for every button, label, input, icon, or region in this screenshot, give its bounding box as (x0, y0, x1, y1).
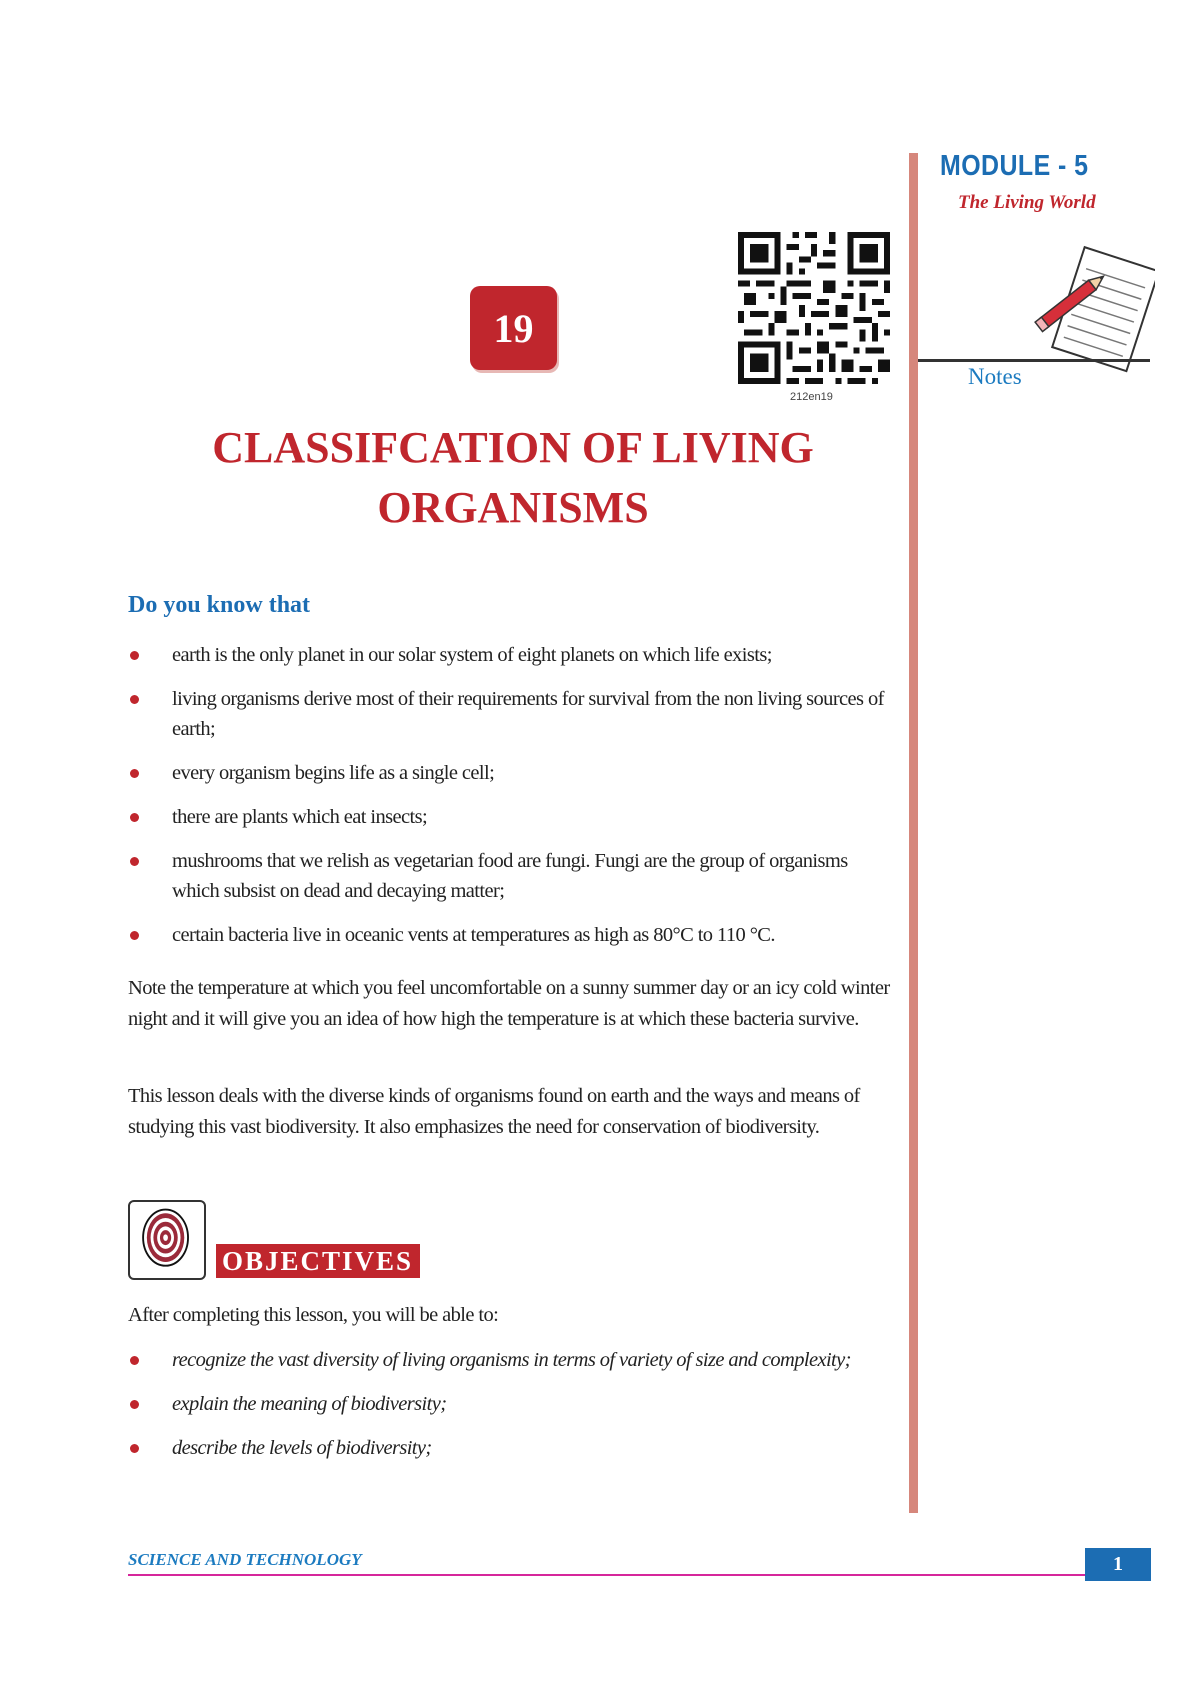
qr-code-text: 212en19 (790, 391, 833, 403)
notepad-pencil-icon (1030, 245, 1155, 375)
notes-rule (918, 359, 1150, 362)
chapter-number: 19 (493, 305, 534, 351)
list-item: every organism begins life as a single cell; (128, 758, 898, 788)
qr-code-icon (738, 232, 890, 384)
module-subtitle: The Living World (958, 192, 1096, 213)
do-you-know-list (128, 640, 898, 964)
footer-subject: SCIENCE AND TECHNOLOGY (128, 1550, 362, 1569)
do-you-know-heading: Do you know that (128, 592, 311, 618)
objectives-intro: After completing this lesson, you will be able to: (128, 1304, 499, 1326)
body-paragraph: Note the temperature at which you feel uncomfortable on a sunny summer day or an icy cold winter night and it will give you an idea of how high the temperature is at which these bacteria survive. (128, 977, 890, 1030)
body-paragraph: This lesson deals with the diverse kinds of organisms found on earth and the ways and means of studying this vast biodiversity. It also emphasizes the need for conservation of biodiversity. (128, 1085, 860, 1138)
list-item: describe the levels of biodiversity; (128, 1433, 898, 1463)
chapter-badge (470, 286, 557, 370)
footer-rule (128, 1574, 1085, 1576)
notes-label: Notes (968, 364, 1022, 389)
list-item: earth is the only planet in our solar system of eight planets on which life exists; (128, 640, 898, 670)
page-number: 1 (1085, 1548, 1151, 1581)
bullet-icon (130, 769, 139, 778)
list-item: mushrooms that we relish as vegetarian food are fungi. Fungi are the group of organisms which subsist on dead and decaying matter; (128, 846, 898, 906)
module-title: MODULE - 5 (940, 150, 1089, 182)
list-item: explain the meaning of biodiversity; (128, 1389, 898, 1419)
bullet-icon (130, 813, 139, 822)
list-item: living organisms derive most of their requirements for survival from the non living sources of earth; (128, 684, 898, 744)
objectives-list (128, 1345, 898, 1477)
list-item: recognize the vast diversity of living organisms in terms of variety of size and complexity; (128, 1345, 898, 1375)
bullet-icon (130, 1400, 139, 1409)
bullet-icon (130, 931, 139, 940)
chapter-title: CLASSIFCATION OF LIVING ORGANISMS (212, 423, 814, 532)
bullet-icon (130, 1444, 139, 1453)
vertical-margin-rule (909, 153, 918, 1513)
bullet-icon (130, 695, 139, 704)
objectives-label: OBJECTIVES (222, 1246, 414, 1276)
bullet-icon (130, 1356, 139, 1365)
target-icon (128, 1200, 206, 1280)
list-item: there are plants which eat insects; (128, 802, 898, 832)
list-item: certain bacteria live in oceanic vents at temperatures as high as 80°C to 110 °C. (128, 920, 898, 950)
bullet-icon (130, 651, 139, 660)
bullet-icon (130, 857, 139, 866)
